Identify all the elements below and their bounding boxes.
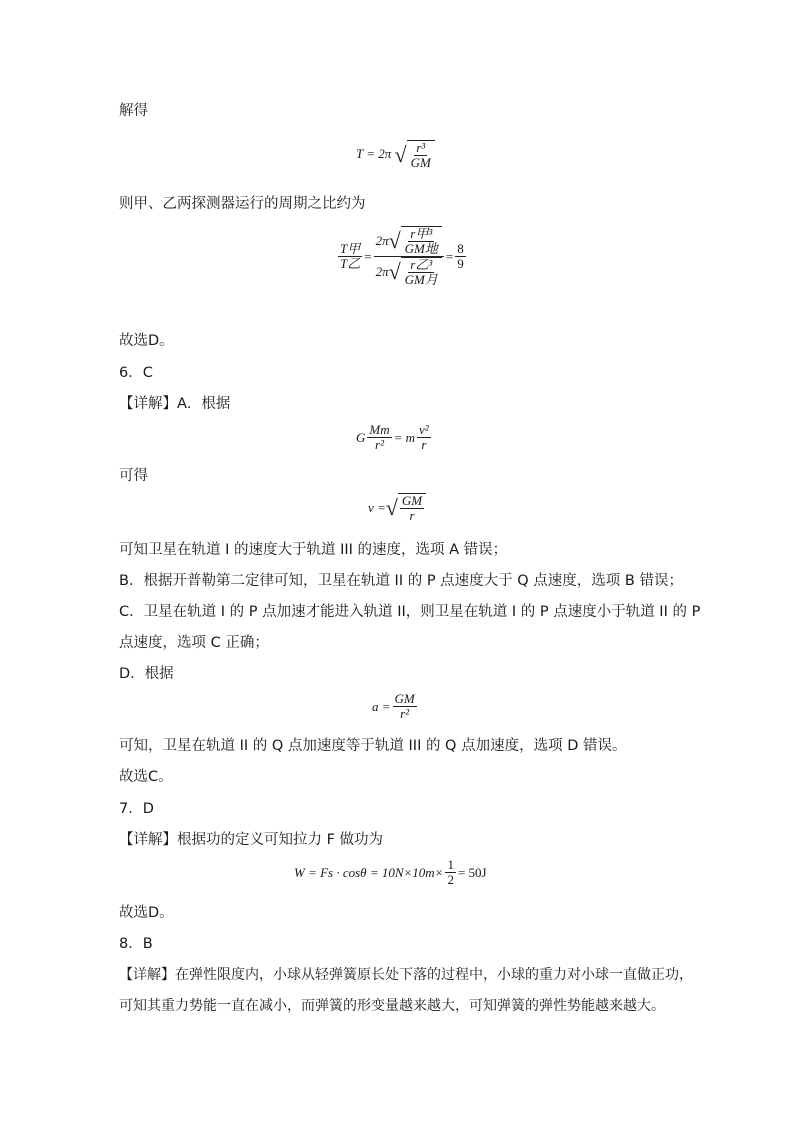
frac-num: GM [394,691,415,706]
velocity-formula: v = √ $\frac{GM}{r}$ [368,493,426,523]
frac-num: r甲³ [410,226,433,241]
text-line: 【详解】A．根据 [119,396,231,412]
text-line: 可知其重力势能一直在减小，而弹簧的形变量越来越大，可知弹簧的弹性势能越来越大。 [119,998,665,1014]
frac-den: r² [375,437,384,452]
text-line: 【详解】根据功的定义可知拉力 F 做功为 [119,832,384,848]
question-number: 8．B [119,936,153,952]
text-line: 解得 [119,103,148,119]
result-den: 9 [457,256,464,271]
frac-num: r乙³ [410,257,433,272]
frac-den: GM月 [404,272,438,287]
frac-den: r² [400,706,410,721]
period-formula: T = 2π √ $\frac{\text{r³}}{GM}$ [356,140,435,170]
frac-den: GM地 [404,241,438,256]
formula-lhs: a = [372,698,391,714]
frac-num: GM [401,493,423,508]
text-line: 故选C。 [119,769,173,785]
text-line: B．根据开普勒第二定律可知，卫星在轨道 II 的 P 点速度大于 Q 点速度，选项 B 错误； [119,573,683,589]
text-line: 点速度，选项 C 正确； [119,635,269,651]
question-number: 6．C [119,365,153,381]
formula-text: W = Fs · cosθ = 10N×10m× [294,864,444,880]
acceleration-formula [372,692,419,721]
frac-den: r [421,437,427,452]
formula-mid: = m [393,429,416,445]
text-line: 故选D。 [119,905,174,921]
text-line: 可得 [119,468,148,484]
frac-den: GM [410,155,431,170]
period-ratio-formula: $\frac{\text{T甲}}{\text{T乙}}$ = 2π √ $\frac{\text{r甲³}}{\text{GM地}}$ 2π √ $\frac{\text{r乙³}}{\text{GM月}}$ = $\frac{8}{9}$ [340,226,464,287]
text-line: 【详解】在弹性限度内，小球从轻弹簧原长处下落的过程中，小球的重力对小球一直做正功， [119,967,693,983]
frac-num: v² [419,422,429,437]
frac-num: 1 [447,857,454,872]
formula-lhs: T = 2π [356,145,392,161]
ratio-den: T乙 [340,256,361,271]
gravity-formula [356,423,433,452]
text-line: 可知卫星在轨道 I 的速度大于轨道 III 的速度，选项 A 错误； [119,542,508,558]
text-line: 则甲、乙两探测器运行的周期之比约为 [119,196,366,212]
frac-den: 2 [447,872,454,887]
formula-lhs: v = [368,500,386,515]
ratio-num: T甲 [340,241,361,256]
two-pi: 2π [375,264,389,279]
frac-den: r [409,508,415,523]
frac-num: r³ [416,140,426,155]
result-num: 8 [457,241,464,256]
text-line: C．卫星在轨道 I 的 P 点加速才能进入轨道 II，则卫星在轨道 I 的 P 点速度小于轨道 II 的 P [119,604,701,620]
two-pi: 2π [375,233,389,248]
frac-num: Mm [369,422,390,437]
text-line: D．根据 [119,666,174,682]
question-number: 7．D [119,801,154,817]
formula-tail: = 50J [457,864,487,880]
text-line: 故选D。 [119,333,174,349]
g-symbol: G [356,429,366,445]
work-formula [294,858,487,887]
text-line: 可知，卫星在轨道 II 的 Q 点加速度等于轨道 III 的 Q 点加速度，选项 D 错误。 [119,738,627,754]
